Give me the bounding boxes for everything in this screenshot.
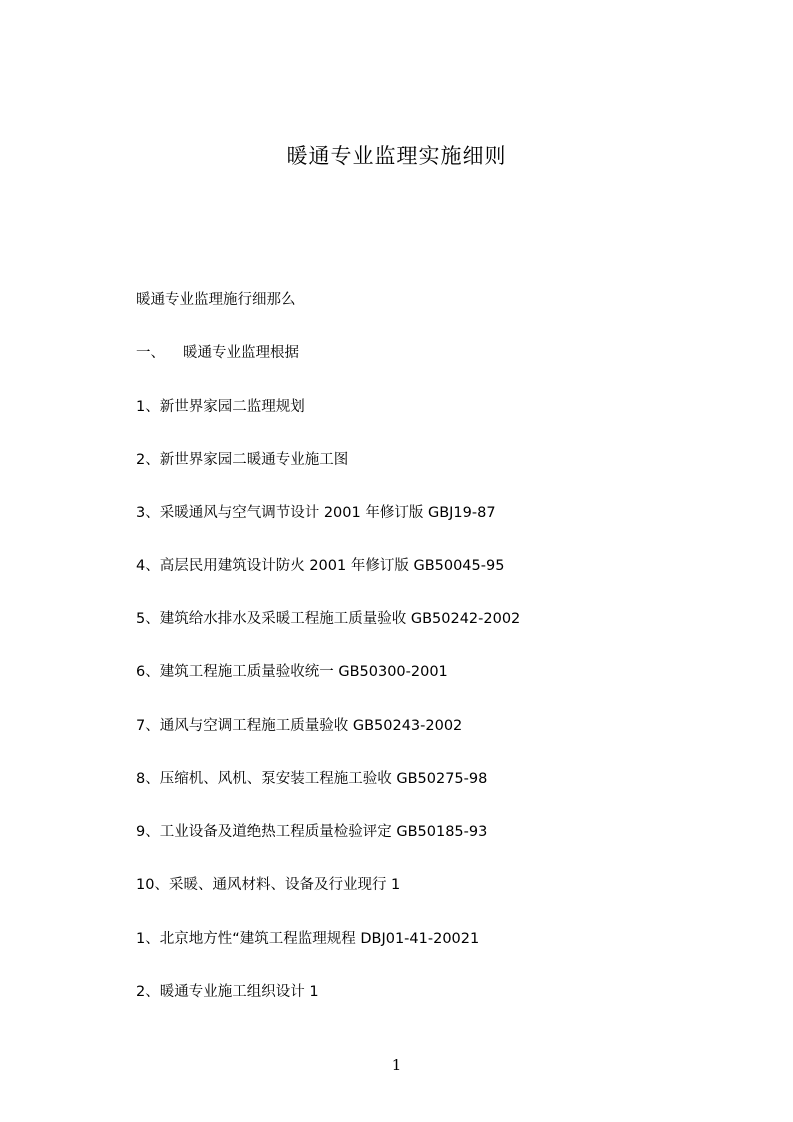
list-item: 1、北京地方性“建筑工程监理规程 DBJ01-41-20021: [136, 931, 480, 947]
list-item: 9、工业设备及道绝热工程质量检验评定 GB50185-93: [136, 824, 488, 840]
list-item: 10、采暖、通风材料、设备及行业现行 1: [136, 877, 401, 893]
list-item: 2、暖通专业施工组织设计 1: [136, 984, 319, 1000]
section-heading-marker: 一、: [136, 345, 165, 361]
page-number: 1: [391, 1056, 402, 1074]
list-item: 6、建筑工程施工质量验收统一 GB50300-2001: [136, 664, 448, 680]
document-title: 暖通专业监理实施细则: [286, 144, 507, 168]
list-item: 8、压缩机、风机、泵安装工程施工验收 GB50275-98: [136, 771, 488, 787]
list-item: 2、新世界家园二暖通专业施工图: [136, 452, 349, 468]
list-item: 7、通风与空调工程施工质量验收 GB50243-2002: [136, 718, 463, 734]
document-subtitle: 暖通专业监理施行细那么: [136, 292, 296, 308]
section-heading-text: 暖通专业监理根据: [183, 345, 299, 361]
list-item: 1、新世界家园二监理规划: [136, 399, 305, 415]
section-heading: [136, 343, 299, 363]
list-item: 4、高层民用建筑设计防火 2001 年修订版 GB50045-95: [136, 558, 505, 574]
list-item: 3、采暖通风与空气调节设计 2001 年修订版 GBJ19-87: [136, 505, 496, 521]
list-item: 5、建筑给水排水及采暖工程施工质量验收 GB50242-2002: [136, 611, 521, 627]
